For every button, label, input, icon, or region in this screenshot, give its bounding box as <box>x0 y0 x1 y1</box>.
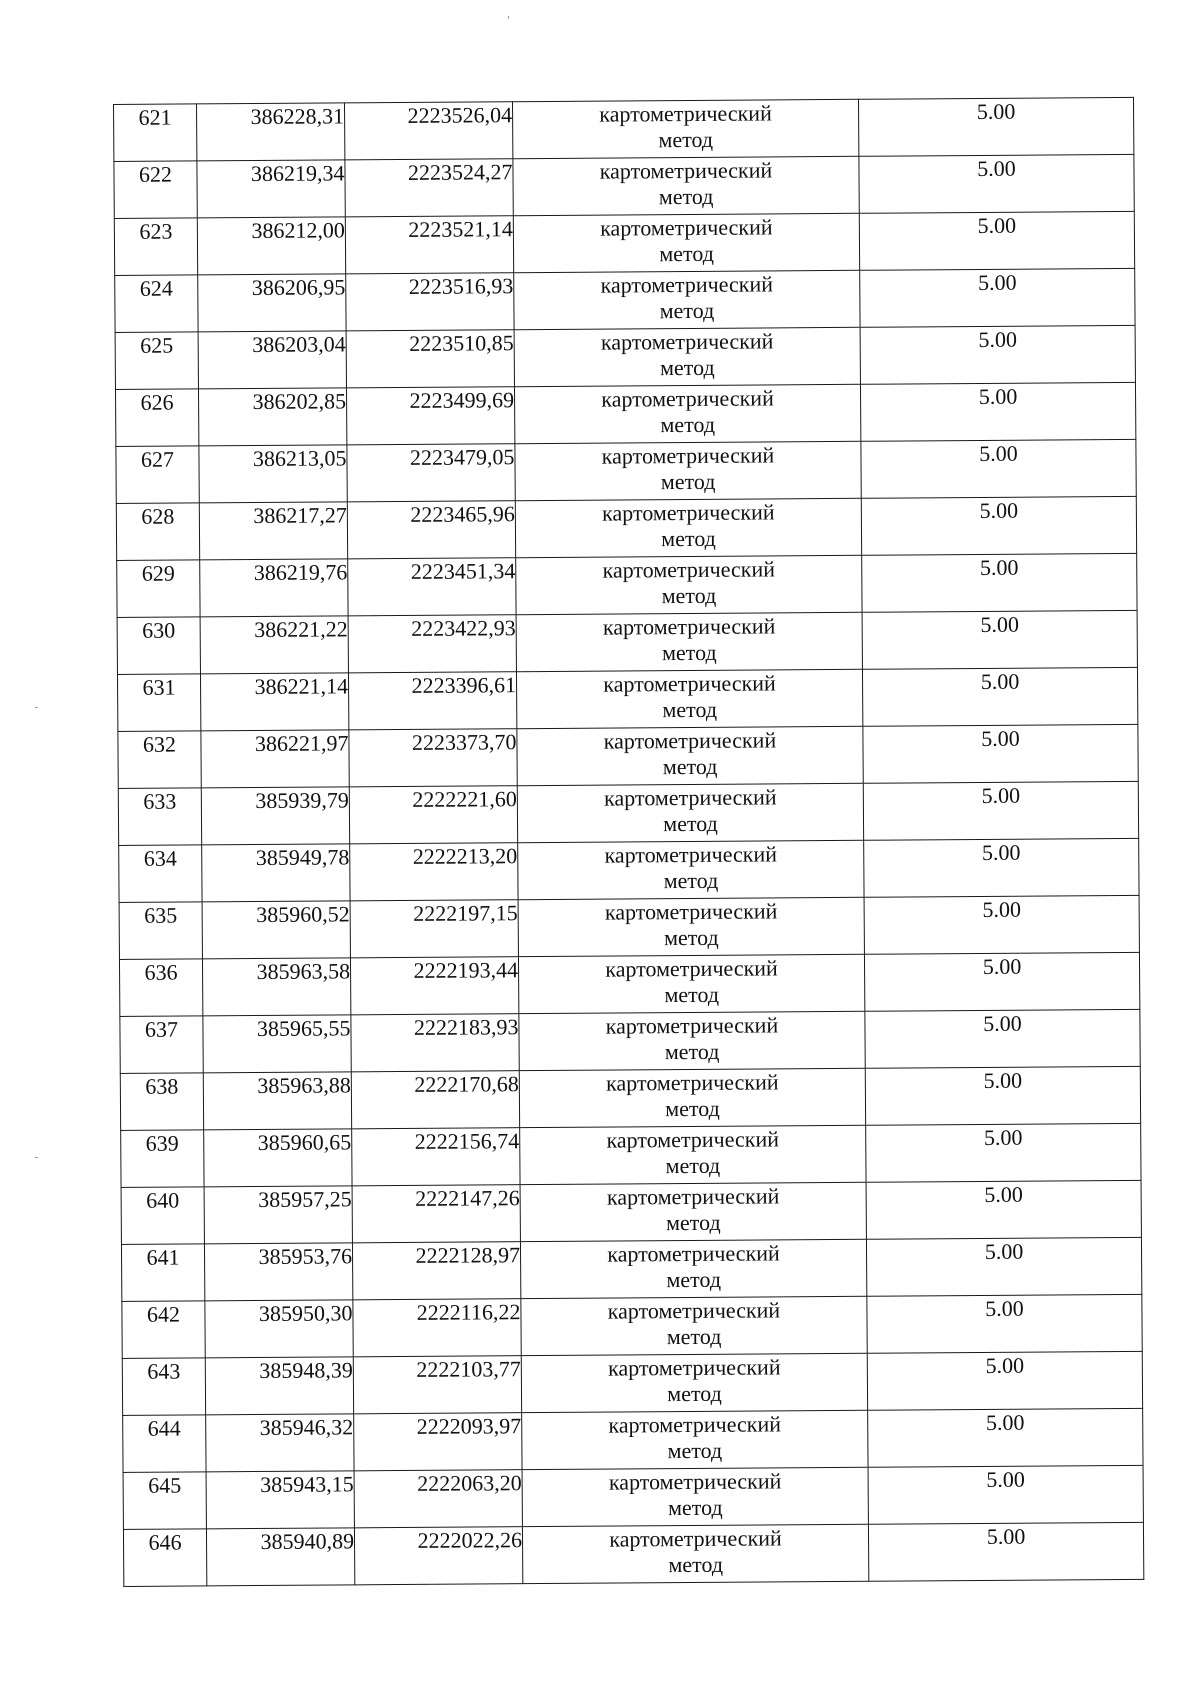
method-cell: картометрический метод <box>519 1011 865 1070</box>
method-cell: картометрический метод <box>516 555 862 614</box>
x-coordinate-cell: 386203,04 <box>198 331 346 389</box>
y-coordinate-cell: 2222221,60 <box>349 786 517 844</box>
method-cell: картометрический метод <box>520 1125 866 1184</box>
point-number-cell: 641 <box>121 1244 204 1302</box>
x-coordinate-cell: 386219,34 <box>197 160 345 218</box>
x-coordinate-cell: 386221,14 <box>200 673 348 731</box>
table-row <box>123 1465 1143 1529</box>
x-coordinate-cell: 385943,15 <box>206 1471 354 1529</box>
method-cell: картометрический метод <box>515 498 861 557</box>
x-coordinate-cell: 385940,89 <box>206 1528 354 1586</box>
table-row <box>121 1180 1141 1244</box>
accuracy-cell: 5.00 <box>864 838 1139 897</box>
x-coordinate-cell: 385965,55 <box>203 1015 351 1073</box>
method-cell: картометрический метод <box>514 327 860 386</box>
table-row <box>116 439 1136 503</box>
accuracy-cell: 5.00 <box>868 1522 1143 1581</box>
table-row <box>116 496 1136 560</box>
y-coordinate-cell: 2222103,77 <box>353 1356 521 1414</box>
point-number-cell: 634 <box>119 845 202 903</box>
accuracy-cell: 5.00 <box>863 781 1138 840</box>
table-row <box>119 838 1139 902</box>
method-cell: картометрический метод <box>514 384 860 443</box>
point-number-cell: 623 <box>114 218 197 276</box>
point-number-cell: 635 <box>119 902 202 960</box>
y-coordinate-cell: 2223516,93 <box>346 273 514 331</box>
x-coordinate-cell: 385950,30 <box>205 1300 353 1358</box>
x-coordinate-cell: 386219,76 <box>200 559 348 617</box>
table-row <box>122 1351 1142 1415</box>
method-cell: картометрический метод <box>519 1068 865 1127</box>
table-row <box>118 724 1138 788</box>
method-cell: картометрический метод <box>517 783 863 842</box>
y-coordinate-cell: 2223499,69 <box>346 387 514 445</box>
x-coordinate-cell: 385963,58 <box>202 958 350 1016</box>
method-cell: картометрический метод <box>518 954 864 1013</box>
x-coordinate-cell: 385939,79 <box>201 787 349 845</box>
table-row <box>117 553 1137 617</box>
x-coordinate-cell: 386221,97 <box>201 730 349 788</box>
method-cell: картометрический метод <box>521 1296 867 1355</box>
accuracy-cell: 5.00 <box>861 439 1136 498</box>
method-cell: картометрический метод <box>522 1524 868 1583</box>
table-row <box>120 1009 1140 1073</box>
accuracy-cell: 5.00 <box>860 325 1135 384</box>
table-row <box>118 781 1138 845</box>
method-cell: картометрический метод <box>518 897 864 956</box>
accuracy-cell: 5.00 <box>862 553 1137 612</box>
x-coordinate-cell: 386228,31 <box>197 103 345 161</box>
x-coordinate-cell: 385963,88 <box>203 1072 351 1130</box>
accuracy-cell: 5.00 <box>865 1066 1140 1125</box>
method-cell: картометрический метод <box>516 612 862 671</box>
point-number-cell: 627 <box>116 446 199 504</box>
point-number-cell: 642 <box>122 1301 205 1359</box>
x-coordinate-cell: 385960,65 <box>204 1129 352 1187</box>
table-row <box>114 97 1134 161</box>
accuracy-cell: 5.00 <box>867 1351 1142 1410</box>
accuracy-cell: 5.00 <box>866 1237 1141 1296</box>
y-coordinate-cell: 2222147,26 <box>352 1185 520 1243</box>
method-cell: картометрический метод <box>521 1353 867 1412</box>
point-number-cell: 643 <box>122 1358 205 1416</box>
table-row <box>123 1522 1143 1586</box>
table-row <box>121 1123 1141 1187</box>
table-row <box>114 154 1134 218</box>
point-number-cell: 636 <box>119 959 202 1017</box>
method-cell: картометрический метод <box>512 99 858 158</box>
point-number-cell: 638 <box>120 1073 203 1131</box>
x-coordinate-cell: 386221,22 <box>200 616 348 674</box>
accuracy-cell: 5.00 <box>861 496 1136 555</box>
method-cell: картометрический метод <box>518 840 864 899</box>
accuracy-cell: 5.00 <box>860 382 1135 441</box>
accuracy-cell: 5.00 <box>865 1009 1140 1068</box>
table-row <box>119 952 1139 1016</box>
point-number-cell: 640 <box>121 1187 204 1245</box>
y-coordinate-cell: 2223465,96 <box>347 501 515 559</box>
table-row <box>117 667 1137 731</box>
x-coordinate-cell: 386206,95 <box>198 274 346 332</box>
accuracy-cell: 5.00 <box>867 1294 1142 1353</box>
accuracy-cell: 5.00 <box>866 1123 1141 1182</box>
table-row <box>114 211 1134 275</box>
table-row <box>120 1066 1140 1130</box>
y-coordinate-cell: 2222156,74 <box>352 1128 520 1186</box>
point-number-cell: 624 <box>115 275 198 333</box>
x-coordinate-cell: 386202,85 <box>198 388 346 446</box>
method-cell: картометрический метод <box>513 156 859 215</box>
method-cell: картометрический метод <box>516 669 862 728</box>
coordinates-table <box>113 97 1144 1587</box>
accuracy-cell: 5.00 <box>866 1180 1141 1239</box>
accuracy-cell: 5.00 <box>862 667 1137 726</box>
y-coordinate-cell: 2223373,70 <box>349 729 517 787</box>
x-coordinate-cell: 385948,39 <box>205 1357 353 1415</box>
table-row <box>115 268 1135 332</box>
accuracy-cell: 5.00 <box>863 724 1138 783</box>
point-number-cell: 644 <box>123 1415 206 1473</box>
point-number-cell: 622 <box>114 161 197 219</box>
y-coordinate-cell: 2222170,68 <box>351 1071 519 1129</box>
method-cell: картометрический метод <box>520 1239 866 1298</box>
table-row <box>117 610 1137 674</box>
y-coordinate-cell: 2223521,14 <box>345 216 513 274</box>
point-number-cell: 632 <box>118 731 201 789</box>
method-cell: картометрический метод <box>514 270 860 329</box>
x-coordinate-cell: 385957,25 <box>204 1186 352 1244</box>
accuracy-cell: 5.00 <box>862 610 1137 669</box>
method-cell: картометрический метод <box>522 1467 868 1526</box>
accuracy-cell: 5.00 <box>864 952 1139 1011</box>
table-row <box>121 1237 1141 1301</box>
scan-speck <box>35 707 38 708</box>
y-coordinate-cell: 2222093,97 <box>354 1413 522 1471</box>
y-coordinate-cell: 2222063,20 <box>354 1470 522 1528</box>
table-row <box>123 1408 1143 1472</box>
point-number-cell: 628 <box>116 503 199 561</box>
point-number-cell: 631 <box>117 674 200 732</box>
accuracy-cell: 5.00 <box>864 895 1139 954</box>
table-row <box>122 1294 1142 1358</box>
accuracy-cell: 5.00 <box>860 268 1135 327</box>
y-coordinate-cell: 2222193,44 <box>350 957 518 1015</box>
table-row <box>115 382 1135 446</box>
table-row <box>119 895 1139 959</box>
x-coordinate-cell: 385949,78 <box>202 844 350 902</box>
point-number-cell: 637 <box>120 1016 203 1074</box>
point-number-cell: 621 <box>114 104 197 162</box>
y-coordinate-cell: 2223510,85 <box>346 330 514 388</box>
scan-speck <box>35 1157 38 1158</box>
point-number-cell: 629 <box>117 560 200 618</box>
point-number-cell: 626 <box>115 389 198 447</box>
x-coordinate-cell: 385946,32 <box>206 1414 354 1472</box>
method-cell: картометрический метод <box>520 1182 866 1241</box>
y-coordinate-cell: 2223422,93 <box>348 615 516 673</box>
y-coordinate-cell: 2223524,27 <box>345 159 513 217</box>
x-coordinate-cell: 386212,00 <box>197 217 345 275</box>
y-coordinate-cell: 2223479,05 <box>347 444 515 502</box>
y-coordinate-cell: 2222213,20 <box>350 843 518 901</box>
y-coordinate-cell: 2222022,26 <box>354 1527 522 1585</box>
accuracy-cell: 5.00 <box>859 211 1134 270</box>
point-number-cell: 630 <box>117 617 200 675</box>
x-coordinate-cell: 385953,76 <box>204 1243 352 1301</box>
x-coordinate-cell: 385960,52 <box>202 901 350 959</box>
method-cell: картометрический метод <box>517 726 863 785</box>
point-number-cell: 639 <box>121 1130 204 1188</box>
point-number-cell: 625 <box>115 332 198 390</box>
point-number-cell: 633 <box>118 788 201 846</box>
x-coordinate-cell: 386213,05 <box>199 445 347 503</box>
point-number-cell: 645 <box>123 1472 206 1530</box>
x-coordinate-cell: 386217,27 <box>199 502 347 560</box>
y-coordinate-cell: 2222116,22 <box>353 1299 521 1357</box>
method-cell: картометрический метод <box>515 441 861 500</box>
accuracy-cell: 5.00 <box>859 154 1134 213</box>
y-coordinate-cell: 2223526,04 <box>344 102 512 160</box>
y-coordinate-cell: 2222197,15 <box>350 900 518 958</box>
coordinates-table-body <box>114 97 1144 1586</box>
method-cell: картометрический метод <box>522 1410 868 1469</box>
accuracy-cell: 5.00 <box>858 97 1133 156</box>
point-number-cell: 646 <box>123 1529 206 1587</box>
y-coordinate-cell: 2222183,93 <box>351 1014 519 1072</box>
y-coordinate-cell: 2223451,34 <box>348 558 516 616</box>
scan-speck <box>508 16 509 19</box>
y-coordinate-cell: 2222128,97 <box>352 1242 520 1300</box>
y-coordinate-cell: 2223396,61 <box>348 672 516 730</box>
accuracy-cell: 5.00 <box>868 1408 1143 1467</box>
accuracy-cell: 5.00 <box>868 1465 1143 1524</box>
method-cell: картометрический метод <box>513 213 859 272</box>
table-row <box>115 325 1135 389</box>
